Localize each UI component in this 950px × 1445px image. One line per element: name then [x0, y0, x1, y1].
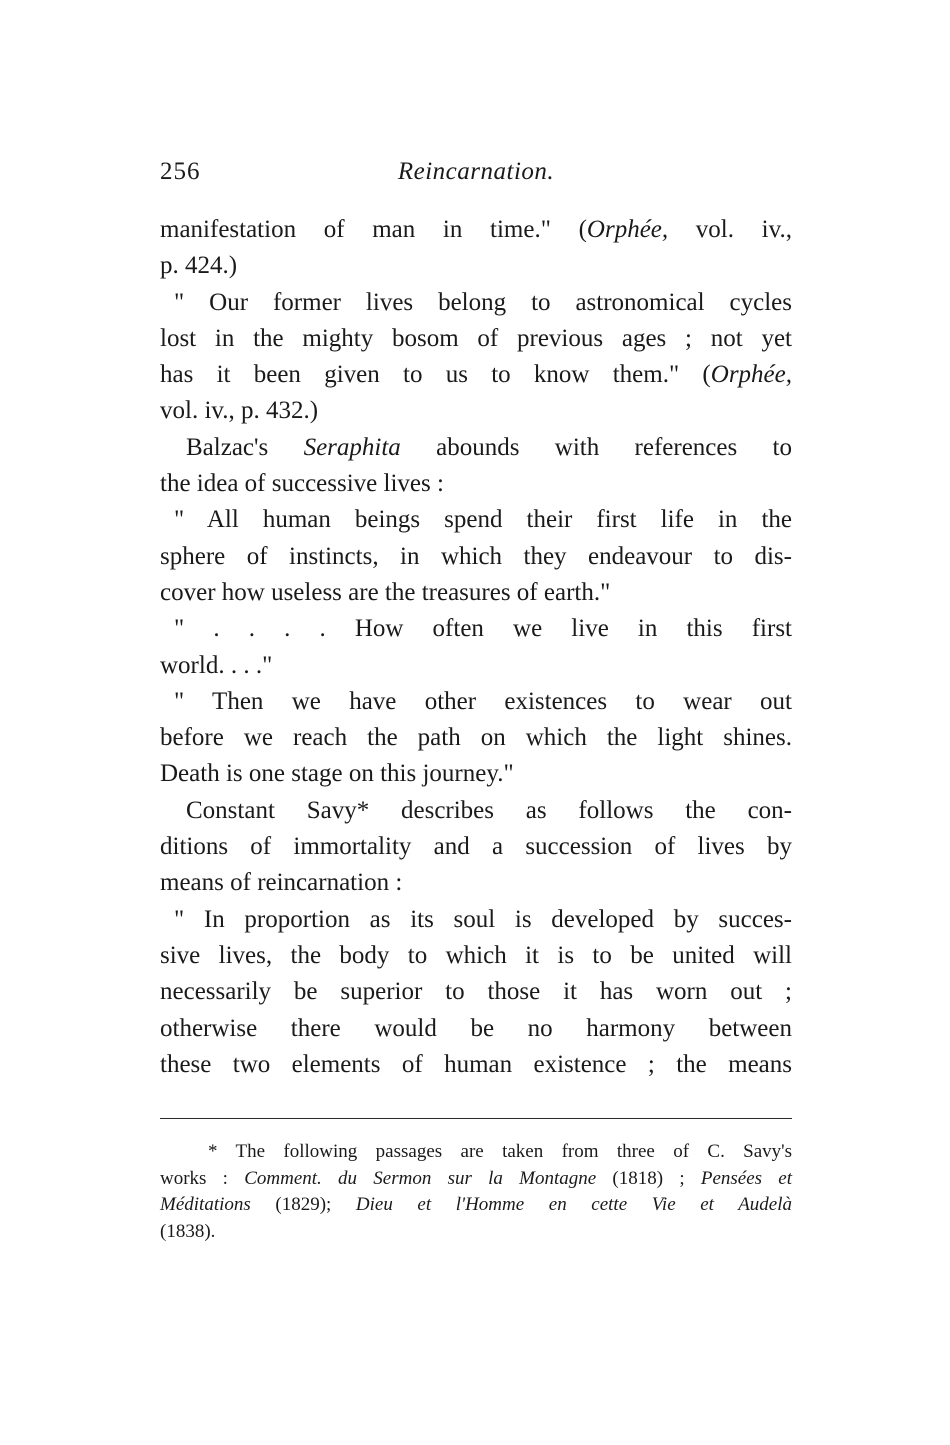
page-number: 256 — [160, 158, 201, 185]
text-run: sphere of instincts, in which they endeavour to dis- — [160, 542, 792, 570]
text-run: (1838). — [160, 1220, 216, 1242]
body-line — [160, 393, 792, 429]
italic-title: Orphée, — [586, 216, 669, 243]
body-line — [160, 1047, 792, 1083]
body-line — [160, 321, 792, 357]
body-line — [160, 611, 792, 647]
text-run: vol. iv., p. 432.) — [160, 397, 319, 425]
text-run: has it been given to us to know them." ( — [160, 361, 711, 389]
body-line — [160, 1011, 792, 1047]
body-line — [160, 684, 792, 720]
text-run: lost in the mighty bosom of previous ages ; not yet — [160, 324, 792, 352]
page-header — [160, 158, 792, 192]
body-line — [160, 974, 792, 1010]
text-run: " . . . . How often we live in this first — [174, 615, 792, 643]
body-line — [160, 720, 792, 756]
italic-title: Pensées et — [700, 1167, 792, 1189]
italic-title: Comment. du Sermon sur la Montagne — [244, 1167, 597, 1189]
text-run: these two elements of human existence ; the means — [160, 1050, 792, 1078]
body-line — [160, 865, 792, 901]
body-line — [160, 938, 792, 974]
body-line — [160, 575, 792, 611]
body-line — [160, 212, 792, 248]
body-line — [160, 430, 792, 466]
text-run: otherwise there would be no harmony between — [160, 1014, 792, 1042]
text-run: before we reach the path on which the light shines. — [160, 724, 792, 752]
text-run: (1829); — [250, 1194, 356, 1215]
italic-title: Méditations — [160, 1194, 251, 1215]
text-run: world. . . ." — [160, 651, 273, 679]
text-run: manifestation of man in time." ( — [160, 216, 587, 243]
body-line — [160, 756, 792, 792]
running-title: Reincarnation. — [397, 158, 555, 185]
body-text — [160, 212, 792, 1083]
footnote-rule — [160, 1118, 792, 1119]
body-line — [160, 648, 792, 684]
body-line — [160, 902, 792, 938]
italic-title: Orphée, — [710, 361, 792, 389]
body-line — [160, 502, 792, 538]
text-run: means of reincarnation : — [160, 869, 403, 897]
text-run: (1818) ; — [596, 1167, 701, 1189]
italic-title: Seraphita — [303, 433, 401, 461]
body-line — [160, 285, 792, 321]
footnote — [160, 1139, 792, 1245]
text-run: " Then we have other existences to wear out — [174, 687, 792, 715]
text-run: works : — [160, 1167, 245, 1189]
text-run: the idea of successive lives : — [160, 470, 444, 498]
footnote-line — [160, 1219, 792, 1246]
text-run: " In proportion as its soul is developed by succes- — [174, 905, 792, 933]
footnote-line — [160, 1139, 792, 1166]
body-line — [160, 466, 792, 502]
text-run: Balzac's — [186, 433, 304, 461]
footnote-line — [160, 1192, 792, 1219]
body-line — [160, 829, 792, 865]
text-run: sive lives, the body to which it is to be united will — [160, 941, 792, 969]
text-run: necessarily be superior to those it has worn out ; — [160, 978, 792, 1006]
body-line — [160, 539, 792, 575]
text-run: cover how useless are the treasures of earth." — [160, 578, 611, 606]
text-run: p. 424.) — [160, 252, 238, 280]
text-run: Constant Savy* describes as follows the con- — [186, 796, 792, 824]
body-line — [160, 248, 792, 284]
footnote-line — [160, 1166, 792, 1193]
text-run: ditions of immortality and a succession of lives by — [160, 833, 792, 861]
text-run: * The following passages are taken from three of C. Savy's — [208, 1141, 792, 1162]
body-line — [160, 357, 792, 393]
text-run: " Our former lives belong to astronomical cycles — [174, 288, 792, 316]
text-run: " All human beings spend their first life in the — [174, 506, 792, 534]
text-run: abounds with references to — [400, 433, 792, 461]
italic-title: Dieu et l'Homme en cette Vie et Audelà — [355, 1194, 793, 1215]
body-line — [160, 793, 792, 829]
text-run: vol. iv., — [668, 216, 792, 243]
text-run: Death is one stage on this journey." — [160, 760, 514, 788]
